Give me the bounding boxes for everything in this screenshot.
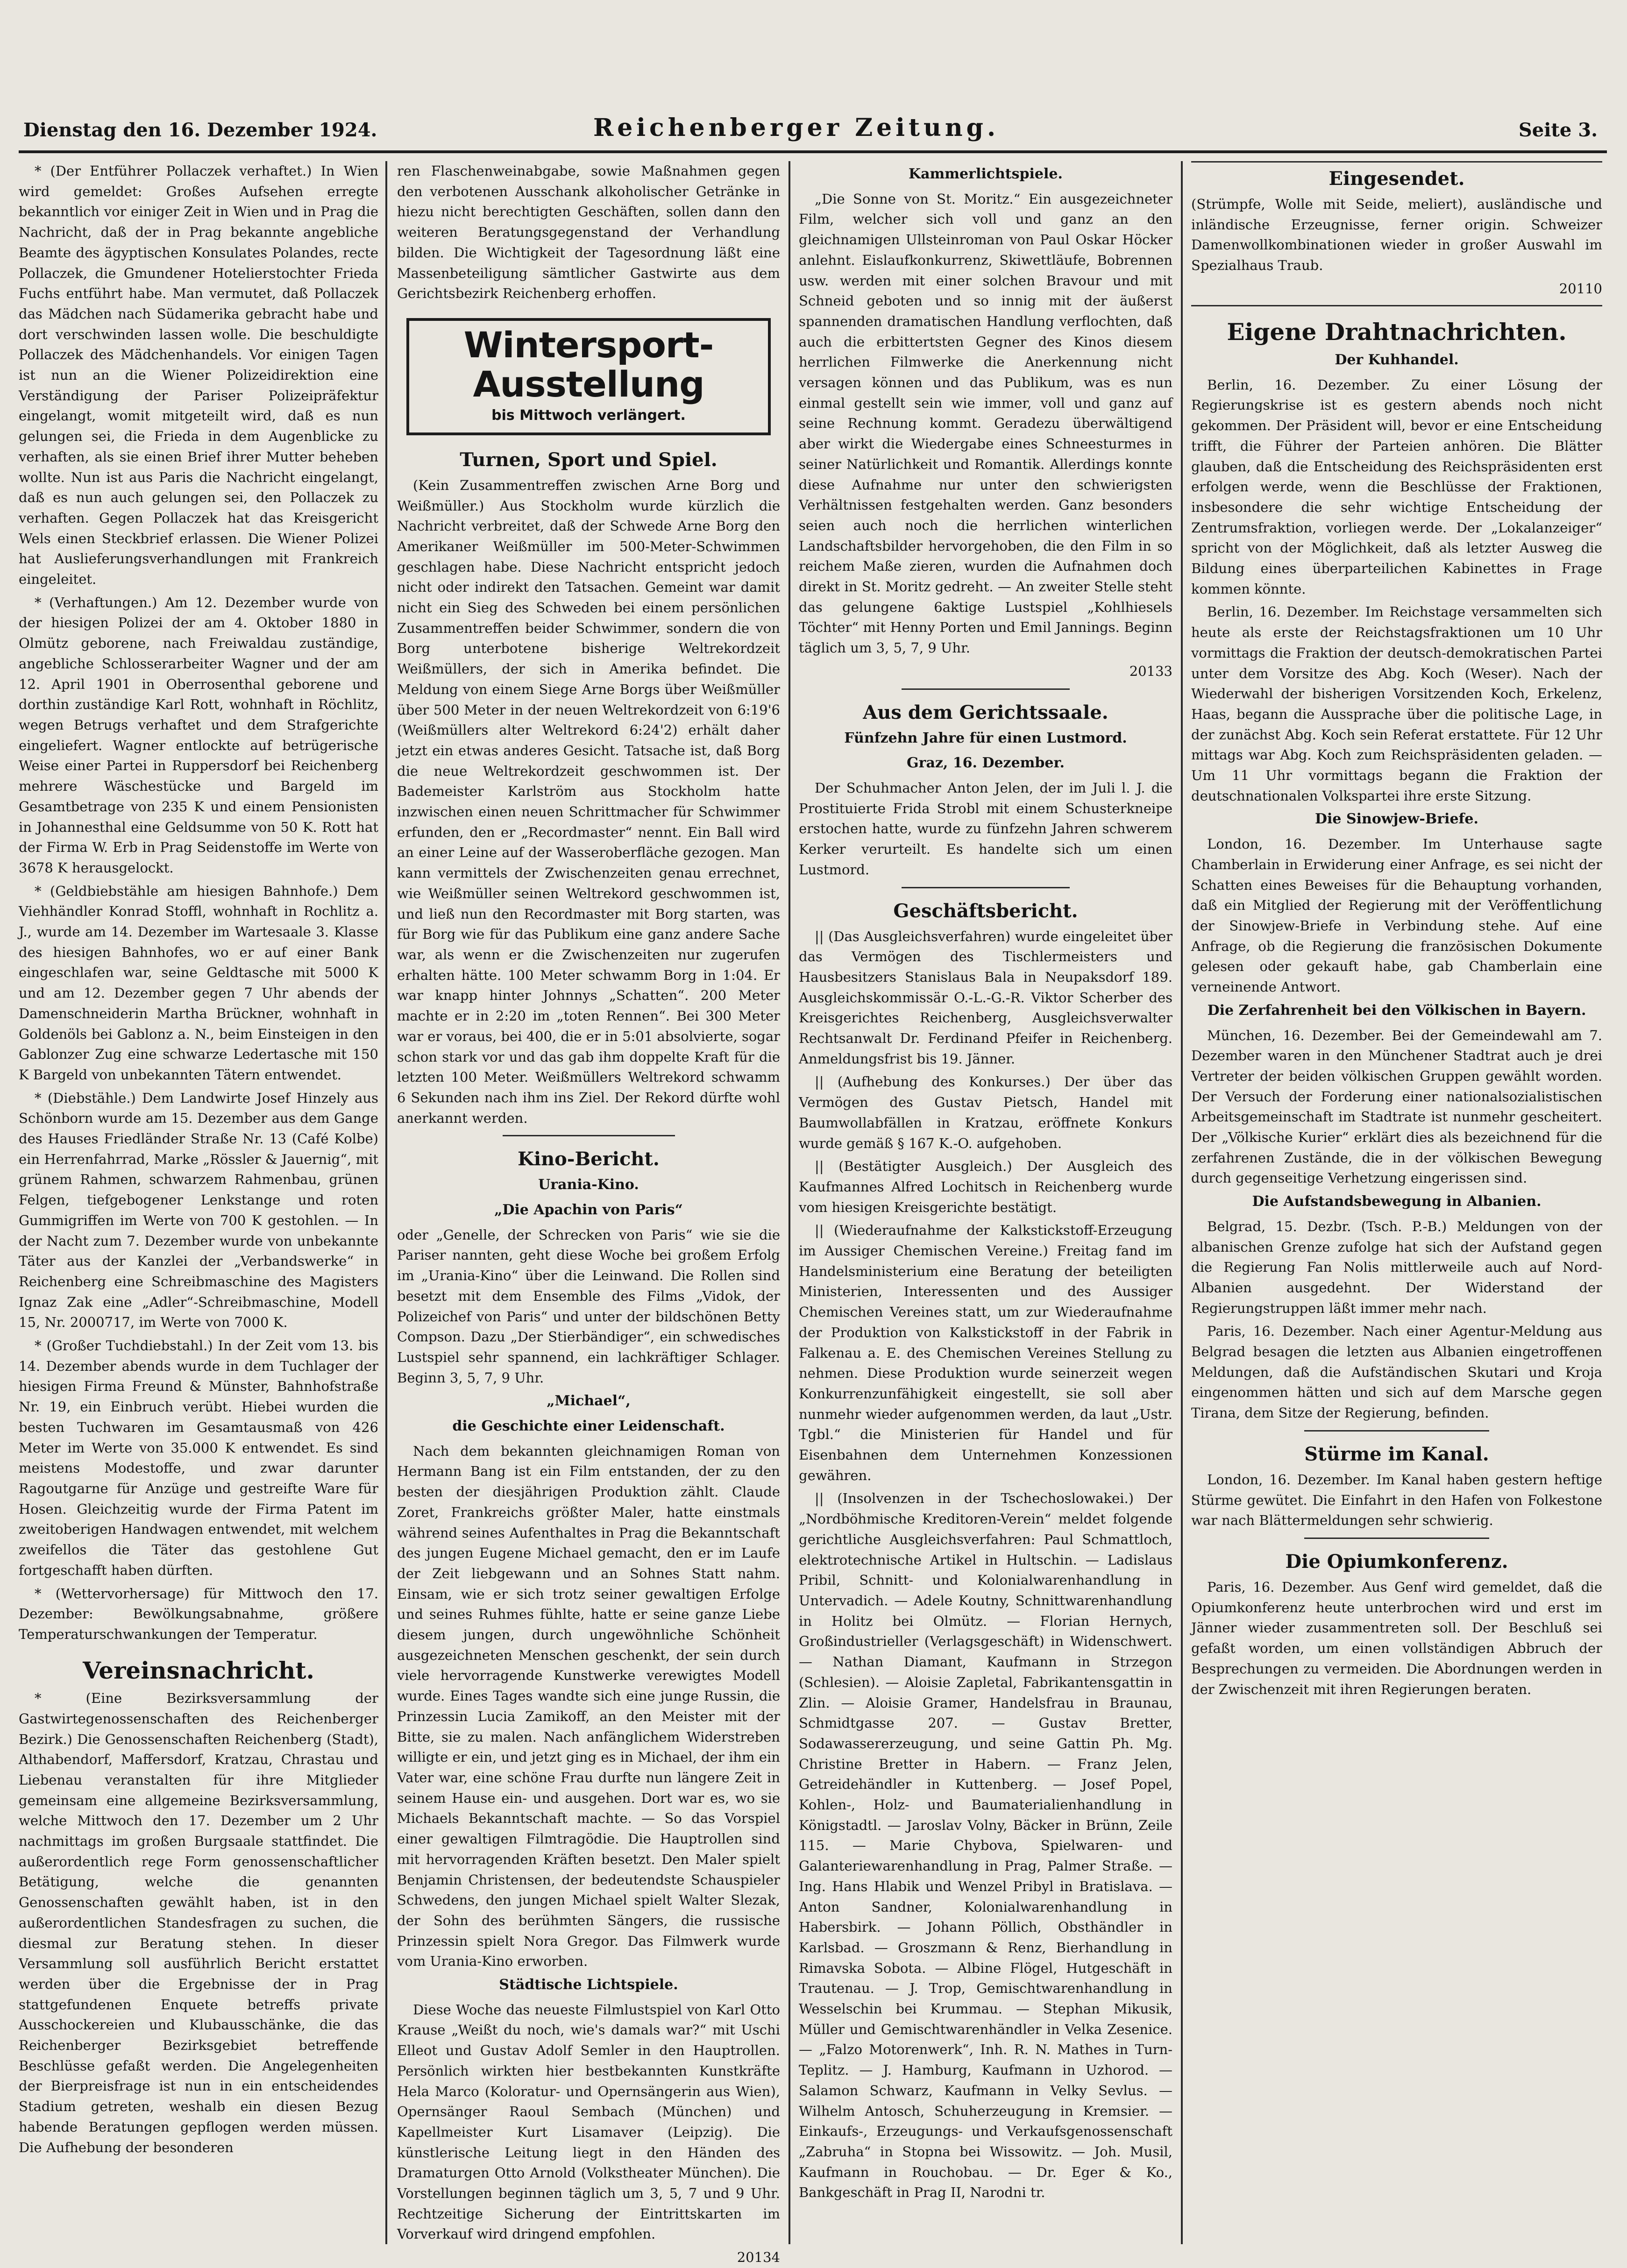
news-item: Diese Woche das neueste Filmlustspiel von Karl Otto Krause „Weißt du noch, wie's damals war?“ mit Uschi Elleot und Gustav Adolf Semler in den Hauptrollen. Persönlich wirkten hier bestbekannten Kunstkräfte Hela Marco (Koloratur- und Opernsängerin aus Wien), Opernsänger Raoul Sembach (München) und Kapellmeister Kurt Lisamaver (Leipzig). Die künstlerische Leitung liegt in den Händen des Dramaturgen Otto Arnold (Volkstheater München). Die Vorstellungen beginnen täglich um 3, 5, 7 und 9 Uhr. Rechtzeitige Sicherung der Eintrittskarten im Vorverkauf wird dringend empfohlen. <box>397 2001 780 2242</box>
ad-text: (Strümpfe, Wolle mit Seide, meliert), ausländische und inländische Erzeugnisse, ferner origin. Schweizer Damenwollkombinationen wieder in großer Auswahl im Spezialhaus Traub. <box>1191 196 1602 274</box>
news-item: Der Schuhmacher Anton Jelen, der im Juli l. J. die Prostituierte Frida Strobl mit einem Schusterkneipe erstochen hatte, wurde zu fünfzehn Jahren schwerem Kerker verurteilt. Es handelte sich um einen Lustmord. <box>799 780 1172 878</box>
news-item: München, 16. Dezember. Bei der Gemeindewahl am 7. Dezember waren in den Münchener Stadtrat auch je drei Vertreter der beiden völkischen Gruppen gewählt worden. Der Versuch der Forderung einer nationalsozialistischen Arbeitsgemeinschaft im Stadtrate ist nunmehr gescheitert. Der „Völkische Kurier“ erklärt dies als bezeichnend für die zerfahrenen Zustände, die in der völkischen Bewegung durch gegenseitige Verhetzung eingerissen sind. <box>1191 1027 1602 1186</box>
section-heading: Stürme im Kanal. <box>1304 1443 1489 1465</box>
news-item: Berlin, 16. Dezember. Im Reichstage versammelten sich heute als erste der Reichstagsfraktionen um 10 Uhr vormittags die Fraktion der deutsch-demokratischen Partei unter dem Vorsitze des Abg. Koch (Weser). Nach der Wiederwahl der bisherigen Vorsitzenden Koch, Erkelenz, Haas, begann die Aussprache über die politische Lage, in der zunächst Abg. Koch sein Referat erstattete. Für 12 Uhr mittags war Abg. Koch zum Reichspräsidenten geladen. — Um 11 Uhr vormittags begann die Fraktion der deutschnationalen Volkspartei ihre erste Sitzung. <box>1191 604 1602 804</box>
column-rule <box>385 161 387 2244</box>
film-title: „Michael“, <box>547 1393 631 1410</box>
separator <box>1304 1430 1489 1432</box>
news-item: ren Flaschenweinabgabe, sowie Maßnahmen gegen den verbotenen Ausschank alkoholischer Getränke in hiezu nicht berechtigten Geschäften, sollen dann den weiteren Beratungsgegenstand der Verhandlung bilden. Die Wichtigkeit der Tagesordnung läßt eine Massenbeteiligung sämtlicher Gastwirte aus dem Gerichtsbezirk Reichenberg erhoffen. <box>397 163 780 302</box>
subheading: Die Aufstandsbewegung in Albanien. <box>1252 1193 1542 1210</box>
ad-code: 20110 <box>1559 280 1602 297</box>
subheading: Die Sinowjew-Briefe. <box>1315 811 1478 828</box>
separator <box>503 1135 675 1136</box>
news-item: * (Großer Tuchdiebstahl.) In der Zeit vom 13. bis 14. Dezember abends wurde in dem Tuchlager der hiesigen Firma Freund & Münster, Bahnhofstraße Nr. 19, ein Einbruch verübt. Hiebei wurden die besten Tuchwaren im Gesamtausmaß von 426 Meter im Werte von 35.000 K entwendet. Es sind meistens Modestoffe, und zwar darunter Ragoutgarne für Anzüge und gestreifte Ware für Hosen. Gleichzeitig wurde der Firma Patent im zweitoberigen Handwagen entwendet, mit welchem zweifellos die Täter das gestohlene Gut fortgeschafft haben dürften. <box>19 1338 378 1578</box>
news-item: * (Verhaftungen.) Am 12. Dezember wurde von der hiesigen Polizei der am 4. Oktober 1880 in Olmütz geborene, nach Freiwaldau zuständige, angebliche Schlosserarbeiter Wagner und der am 12. April 1901 in Oberrosenthal geborene und dorthin zuständige Karl Rott, wohnhaft in Röchlitz, wegen Betrugs verhaftet und dem Strafgerichte eingeliefert. Wagner entlockte auf betrügerische Weise einer Partei in Ruppersdorf bei Reichenberg mehrere Wäschestücke und Bargeld im Gesamtbetrage von 235 K und einem Pensionisten in Johannesthal eine Geldsumme von 50 K. Rott hat der Firma W. Erb in Prag Seidenstoffe im Werte von 3678 K herausgelockt. <box>19 594 378 876</box>
news-item: Berlin, 16. Dezember. Zu einer Lösung der Regierungskrise ist es gestern abends noch nicht gekommen. Der Präsident will, bevor er eine Entscheidung trifft, die Führer der Parteien anhören. Die Blätter glauben, daß die Entscheidung des Reichspräsidenten erst erfolgen werde, wenn die Beschlüsse der Fraktionen, insbesondere die sehr wichtige Entscheidung der Zentrumsfraktion, vorliegen werde. Der „Lokalanzeiger“ spricht von der Möglichkeit, daß als letzter Ausweg die Bildung eines überparteilichen Kabinettes in Frage kommen könnte. <box>1191 376 1602 597</box>
news-item: Belgrad, 15. Dezbr. (Tsch. P.-B.) Meldungen von der albanischen Grenze zufolge hat sich der Aufstand gegen die Regierung Fan Nolis mittlerweile auch auf Nord-Albanien ausgedehnt. Der Widerstand der Regierungstruppen läßt immer mehr nach. <box>1191 1218 1602 1316</box>
column-rule <box>789 161 790 2244</box>
news-item: oder „Genelle, der Schrecken von Paris“ wie sie die Pariser nannten, geht diese Woche bei großem Erfolg im „Urania-Kino“ über die Leinwand. Die Rollen sind besetzt mit dem Ensemble des Films „Vidok, der Polizeichef von Paris“ und unter der bildschönen Betty Compson. Dazu „Der Stierbändiger“, ein schwedisches Lustspiel sehr spannend, ein lachkräftiger Schlager. Beginn 3, 5, 7, 9 Uhr. <box>397 1226 780 1386</box>
section-heading: Geschäftsbericht. <box>893 900 1078 922</box>
column-rule <box>1181 161 1183 2244</box>
news-item: London, 16. Dezember. Im Unterhause sagte Chamberlain in Erwiderung einer Anfrage, es sei nicht der Schatten eines Beweises für die Behauptung vorhanden, daß ein Mitglied der Regierung mit der Veröffentlichung der Sinowjew-Briefe in Verbindung stehe. Auf eine Anfrage, ob die Regierung die französischen Dokumente gelesen oder gekauft habe, gab Chamberlain eine verneinende Antwort. <box>1191 836 1602 995</box>
section-heading: Aus dem Gerichtssaale. <box>863 701 1108 723</box>
subheading: Der Kuhhandel. <box>1335 352 1459 369</box>
section-heading: Eingesendet. <box>1329 168 1465 190</box>
column-4 <box>1191 161 1602 2244</box>
dateline: Graz, 16. Dezember. <box>907 755 1065 772</box>
page-header <box>19 110 1607 152</box>
film-subtitle: die Geschichte einer Leidenschaft. <box>452 1418 725 1435</box>
film-title: „Die Apachin von Paris“ <box>494 1202 683 1219</box>
news-item: „Die Sonne von St. Moritz.“ Ein ausgezeichneter Film, welcher sich voll und ganz an den gleichnamigen Ullsteinroman von Paul Oskar Höcker anlehnt. Eislaufkonkurrenz, Skiwettläufe, Bobrennen usw. werden mit einer solchen Bravour und mit Schneid geboten und so innig mit der äußerst spannenden dramatischen Handlung verflochten, daß auch die erbittertsten Gegner des Kinos diesem herrlichen Filmwerke die Anerkennung nicht versagen können und das Publikum, was es nun einmal gestellt sein wie immer, voll und ganz auf seine Rechnung kommt. Geradezu überwältigend aber wirkt die Wiedergabe eines Schneesturmes in seiner Natürlichkeit und Romantik. Allerdings konnte diese Aufnahme nur unter den schwierigsten Verhältnissen festgehalten werden. Ganz besonders seien auch noch die herrlichen winterlichen Landschaftsbilder hervorgehoben, die den Film in so reichem Maße zieren, wurden die Aufnahmen doch direkt in St. Moritz gedreht. — An zweiter Stelle steht das gelungene 6aktige Lustspiel „Kohlhiesels Töchter“ mit Henny Porten und Emil Jannings. Beginn täglich um 3, 5, 7, 9 Uhr. <box>799 191 1172 656</box>
subheading: Kammerlichtspiele. <box>909 166 1063 182</box>
separator <box>902 887 1070 888</box>
weather-forecast: * (Wettervorhersage) für Mittwoch den 17. Dezember: Bewölkungsabnahme, größere Temperaturschwankungen der Temperatur. <box>19 1585 378 1642</box>
news-item: Nach dem bekannten gleichnamigen Roman von Hermann Bang ist ein Film entstanden, der zu den besten der diesjährigen Produktion zählt. Claude Zoret, Frankreichs größter Maler, hatte einstmals während seines Aufenthaltes in Prag die Bekanntschaft des jungen Eugene Michael gemacht, den er im Laufe der Zeit liebgewann und an Sohnes Statt nahm. Einsam, wie er sich trotz seiner gewaltigen Erfolge und seines Ruhmes fühlte, hatte er seine ganze Liebe diesem jungen, durch ungewöhnliche Schönheit ausgezeichneten Menschen geschenkt, der sein durch viele hervorragende Kunstwerke verewigtes Modell wurde. Eines Tages wandte sich eine junge Russin, die Prinzessin Lucia Zamikoff, an den Meister mit der Bitte, sie zu malen. Nach anfänglichem Widerstreben willigte er ein, und jetzt ging es in Michael, der ihm ein Vater war, eine schöne Frau durfte nun längere Zeit in seinem Hause ein- und ausgehen. Dort war es, wo sie Michaels Bekanntschaft machte. — So das Vorspiel einer gewaltigen Filmtragödie. Die Hauptrollen sind mit hervorragenden Kräften besetzt. Den Maler spielt Benjamin Christensen, der bedeutendste Schauspieler Schwedens, den jungen Michael spielt Walter Slezak, der Sohn des berühmten Sängers, die russische Prinzessin spielt Nora Gregor. Das Filmwerk wurde vom Urania-Kino erworben. <box>397 1443 780 1970</box>
news-item: Paris, 16. Dezember. Nach einer Agentur-Meldung aus Belgrad besagen die letzten aus Albanien eingetroffenen Meldungen, daß die Aufständischen Skutari und Kroja eingenommen hätten und sich auf dem Marsche gegen Tirana, dem Sitze der Regierung, befinden. <box>1191 1323 1602 1421</box>
news-item: || (Aufhebung des Konkurses.) Der über das Vermögen des Gustav Pietsch, Handel mit Baumwollabfällen in Kratzau, eröffnete Konkurs wurde gemäß § 167 K.-O. aufgehoben. <box>799 1074 1172 1151</box>
news-item: || (Das Ausgleichsverfahren) wurde eingeleitet über das Vermögen des Tischlermeisters und Hausbesitzers Stanislaus Bala in Neupaksdorf 189. Ausgleichskommissär O.-L.-G.-R. Viktor Scherber des Kreisgerichtes Reichenberg, Ausgleichsverwalter Rechtsanwalt Dr. Ferdinand Pfeifer in Reichenberg. Anmeldungsfrist bis 19. Jänner. <box>799 928 1172 1067</box>
header-date: Dienstag den 16. Dezember 1924. <box>23 119 377 141</box>
news-item: || (Bestätigter Ausgleich.) Der Ausgleich des Kaufmannes Alfred Lochitsch in Reichenberg wurde vom hiesigen Kreisgerichte bestätigt. <box>799 1158 1172 1215</box>
column-2 <box>397 161 780 2266</box>
news-item: * (Diebstähle.) Dem Landwirte Josef Hinzely aus Schönborn wurde am 15. Dezember aus dem Gange des Hauses Friedländer Straße Nr. 13 (Café Kolbe) ein Herrenfahrrad, Marke „Rössler & Jauernig“, mit grünem Rahmen, schwarzem Rahmenbau, grünen Felgen, tiefgebogener Lenkstange und roten Gummigriffen im Werte von 700 K gestohlen. — In der Nacht zum 7. Dezember wurde von unbekannte Täter aus der Kanzlei der „Verbandswerke“ in Reichenberg eine Schreibmaschine des Magisters Ignaz Zak eine „Adler“-Schreibmaschine, Modell 15, Nr. 2000717, im Werte von 7000 K. <box>19 1090 378 1331</box>
news-item: Paris, 16. Dezember. Aus Genf wird gemeldet, daß die Opiumkonferenz heute unterbrochen wird und erst im Jänner wieder zusammentreten soll. Der Beschluß sei gefaßt worden, um einen vollständigen Abbruch der Besprechungen zu vermeiden. Die Abordnungen werden in der Zwischenzeit mit ihren Regierungen beraten. <box>1191 1579 1602 1697</box>
subheading: Die Zerfahrenheit bei den Völkischen in Bayern. <box>1207 1002 1586 1019</box>
subheading: Urania-Kino. <box>538 1177 639 1193</box>
news-item: London, 16. Dezember. Im Kanal haben gestern heftige Stürme gewütet. Die Einfahrt in den Hafen von Folkestone war nach Blättermeldungen sehr schwierig. <box>1191 1471 1602 1529</box>
news-item: (Kein Zusammentreffen zwischen Arne Borg und Weißmüller.) Aus Stockholm wurde kürzlich die Nachricht verbreitet, daß der Schwede Arne Borg den Amerikaner Weißmüller im 500-Meter-Schwimmen geschlagen habe. Diese Nachricht entspricht jedoch nicht oder indirekt den Tatsachen. Gemeint war damit nicht ein Sieg des Schweden bei einem persönlichen Zusammentreffen beider Schwimmer, sondern die von Borg unterbotene bisherige Weltrekordzeit Weißmüllers, der sich in Amerika befindet. Die Meldung von einem Siege Arne Borgs über Weißmüller über 500 Meter in der neuen Weltrekordzeit von 6:19'6 (Weißmüllers alter Weltrekord 6:24'2) erhält daher jetzt ein etwas anderes Gesicht. Tatsache ist, daß Borg die neue Weltrekordzeit geschwommen ist. Der Bademeister Karlström aus Stockholm hatte inzwischen einen neuen Schrittmacher für Schwimmer erfunden, den er „Recordmaster“ nennt. Ein Ball wird an einer Leine auf der Wasseroberfläche gezogen. Man kann vermittels der Zwischenzeiten genau errechnet, wie Weißmüller seinen Weltrekord geschwommen ist, und ließ nun den Recordmaster mit Borg starten, was für Borg wie für das Publikum eine ganz andere Sache war, als wenn er die Zwischenzeiten nur zugerufen erhalten hätte. 100 Meter schwamm Borg in 1:04. Er war knapp hinter Johnnys „Schatten“. 200 Meter machte er in 2:20 im „toten Rennen“. Bei 300 Meter war er voraus, bei 400, die er in 5:01 absolvierte, sogar schon stark vor und das gab ihm doppelte Kraft für die letzten 100 Meter. Weißmüllers Weltrekord schwamm 6 Sekunden nach ihm ins Ziel. Der Rekord dürfte wohl anerkannt werden. <box>397 477 780 1126</box>
news-item: * (Geldbiebstähle am hiesigen Bahnhofe.) Dem Viehhändler Konrad Stoffl, wohnhaft in Rochlitz a. J., wurde am 14. Dezember im Wartesaale 3. Klasse des hiesigen Bahnhofes, wo er auf einer Bank eingeschlafen war, seine Geldtasche mit 5000 K und am 12. Dezember gegen 7 Uhr abends der Damenschneiderin Martha Brückner, wohnhaft in Goldenöls bei Gablonz a. N., beim Einsteigen in den Gablonzer Zug eine schwarze Ledertasche mit 150 K Bargeld von unbekannten Tätern entwendet. <box>19 883 378 1083</box>
masthead-title: Reichenberger Zeitung. <box>593 113 1000 142</box>
ad-subtitle: bis Mittwoch verlängert. <box>491 407 686 424</box>
section-heading: Die Opiumkonferenz. <box>1285 1550 1508 1573</box>
page-number: Seite 3. <box>1518 119 1598 141</box>
separator <box>902 688 1070 690</box>
column-1 <box>19 161 378 2244</box>
advertisement-block <box>1191 161 1602 306</box>
news-item: || (Wiederaufnahme der Kalkstickstoff-Erzeugung im Aussiger Chemischen Vereine.) Freitag fand im Handelsministerium eine Beratung der beteiligten Ministerien, Interessenten und des Aussiger Chemischen Vereines statt, um zur Wiederaufnahme der Produktion von Kalkstickstoff in der Fabrik in Falkenau a. E. des Chemischen Vereines Stellung zu nehmen. Diese Produktion wurde seinerzeit wegen Konkurrenzunfähigkeit eingestellt, sie soll aber nunmehr wieder aufgenommen werden, da laut „Ustr. Tgbl.“ die Ministerien für Handel und für Eisenbahnen dem Unternehmen Konzessionen gewähren. <box>799 1222 1172 1483</box>
header-rule <box>19 150 1607 153</box>
news-item: || (Insolvenzen in der Tschechoslowakei.) Der „Nordböhmische Kreditoren-Verein“ meldet folgende gerichtliche Ausgleichsverfahren: Paul Schmattloch, elektrotechnische Artikel in Hultschin. — Ladislaus Pribil, Schnitt- und Kolonialwarenhandlung in Untervadich. — Adele Koutny, Schnittwarenhandlung in Holitz bei Olmütz. — Florian Hernych, Großindustrieller (Verlagsgeschäft) in Widenschwert. — Nathan Diamant, Kaufmann in Strzegon (Schlesien). — Aloisie Zapletal, Fabrikantensgattin in Zlin. — Aloisie Gramer, Handelsfrau in Braunau, Schmidtgasse 207. — Gustav Bretter, Sodawassererzeugung, und seine Gattin Ph. Mg. Christine Bretter in Habern. — Franz Jelen, Getreidehändler in Kuttenberg. — Josef Popel, Kohlen-, Holz- und Baumaterialienhandlung in Königstadtl. — Jaroslav Volny, Bäcker in Brünn, Zeile 115. — Marie Chybova, Spielwaren- und Galanteriewarenhandlung in Prag, Palmer Straße. — Ing. Hans Hlabik und Wenzel Pribyl in Bratislava. — Anton Sandner, Kolonialwarenhandlung in Habersbirk. — Johann Pöllich, Obsthändler in Karlsbad. — Groszmann & Renz, Bierhandlung in Rimavska Sobota. — Albine Flögel, Hutgeschäft in Trautenau. — J. Trop, Gemischtwarenhandlung in Wesselschin bei Krummau. — Stephan Mikusik, Müller und Gemischtwarenhändler in Velka Zesenice. — „Falzo Motorenwerk“, Inh. R. N. Mathes in Turn-Teplitz. — J. Hamburg, Kaufmann in Uzhorod. — Salamon Schwarz, Kaufmann in Velky Sevlus. — Wilhelm Antosch, Schuherzeugung in Kremsier. — Einkaufs-, Erzeugungs- und Verkaufsgenossenschaft „Zabruha“ in Stopna bei Wissowitz. — Joh. Musil, Kaufmann in Rouchobau. — Dr. Eger & Ko., Bankgeschäft in Prag II, Narodni tr. <box>799 1490 1172 2201</box>
news-item: * (Eine Bezirksversammlung der Gastwirtegenossenschaften des Reichenberger Bezirk.) Die Genossenschaften Reichenberg (Stadt), Althabendorf, Maffersdorf, Kratzau, Chrastau und Liebenau veranstalten für ihre Mitglieder gemeinsam eine allgemeine Bezirksversammlung, welche Mittwoch den 17. Dezember um 2 Uhr nachmittags im großen Burgsaale stattfindet. Die außerordentlich rege Form genossenschaftlicher Betätigung, welche die genannten Genossenschaften gewählt haben, ist in den außerordentlichen Standesfragen zu suchen, die diesmal zur Beratung stehen. In dieser Versammlung soll ausführlich Bericht erstattet werden über die Ergebnisse der in Prag stattgefundenen Enquete betreffs private Ausschockereien und Klubausschänke, die das Reichenberger Bezirksgebiet betreffende Beschlüsse gefaßt werden. Die Angelegenheiten der Bierpreisfrage ist nun in ein entscheidendes Stadium getreten, weshalb ein diesen Bezug habende Beratungen gepflogen werden müssen. Die Aufhebung der besonderen <box>19 1690 378 2155</box>
subheading: Städtische Lichtspiele. <box>499 1977 678 1993</box>
news-item: * (Der Entführer Pollaczek verhaftet.) In Wien wird gemeldet: Großes Aufsehen erregte bekanntlich vor einiger Zeit in Wien und in Prag die Nachricht, daß der in Prag bekannte angebliche Beamte des ägyptischen Konsulates Polandes, recte Pollaczek, die Gmundener Hotelierstochter Frieda Fuchs entführt habe. Man vermutet, daß Pollaczek das Mädchen nach Südamerika gebracht habe und dort verschwinden lassen wolle. Die beschuldigte Pollaczek des Mädchenhandels. Vor einigen Tagen ist nun an die Wiener Polizeidirektion eine Verständigung der Pariser Polizeipräfektur eingelangt, womit mitgeteilt wird, daß es nun gelungen sei, die Frieda in dem Augenblicke zu verhaften, als sie einen Brief ihrer Mutter beheben wollte. Nun ist aus Paris die Nachricht eingelangt, daß es nun auch gelungen sei, den Pollaczek zu verhaften. Gegen Pollaczek hat das Kreisgericht Wels einen Steckbrief erlassen. Die Wiener Polizei hat Auslieferungsverhandlungen mit Frankreich eingeleitet. <box>19 163 378 588</box>
section-heading: Kino-Bericht. <box>518 1148 660 1170</box>
separator <box>1304 1538 1489 1539</box>
ad-code: 20134 <box>737 2249 780 2266</box>
section-heading: Eigene Drahtnachrichten. <box>1227 318 1567 346</box>
section-heading: Turnen, Sport und Spiel. <box>460 448 718 471</box>
column-3 <box>799 161 1172 2244</box>
ad-code: 20133 <box>1129 663 1172 679</box>
subheading: Fünfzehn Jahre für einen Lustmord. <box>844 730 1127 746</box>
advertisement-box <box>406 318 771 435</box>
ad-title: Wintersport-Ausstellung <box>463 324 714 405</box>
section-heading: Vereinsnachricht. <box>83 1656 314 1684</box>
